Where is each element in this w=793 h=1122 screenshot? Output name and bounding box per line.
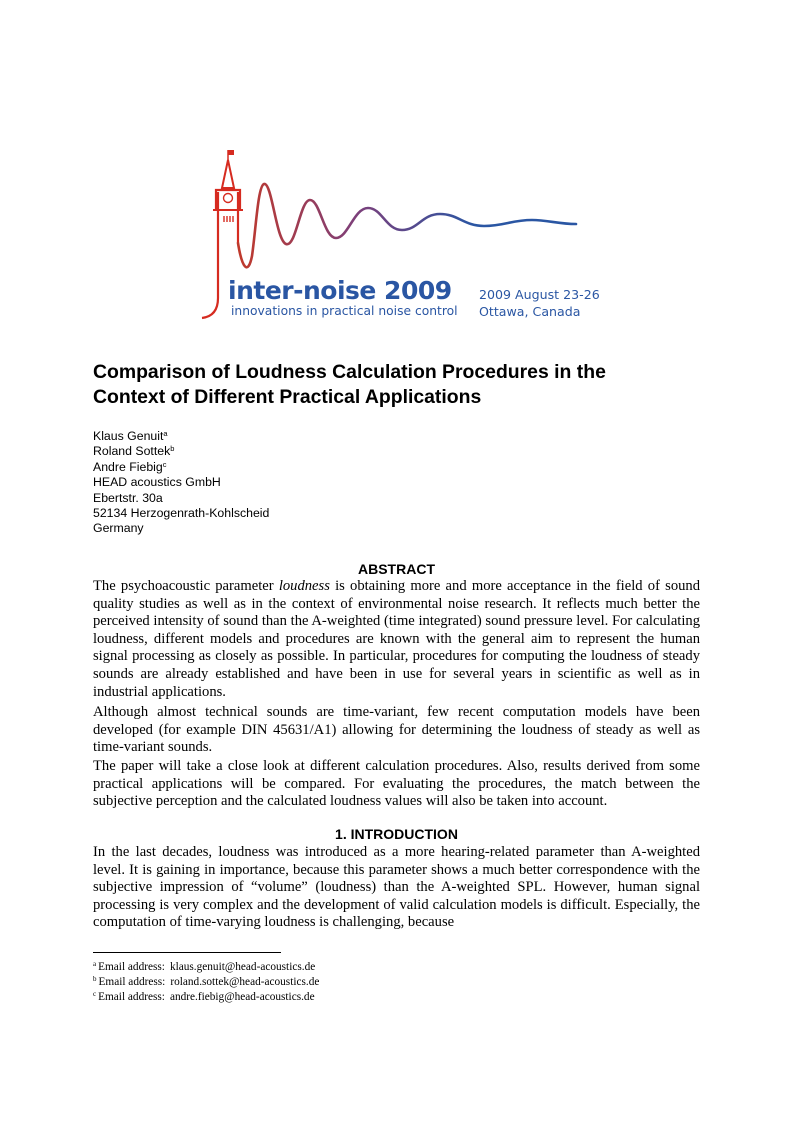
affiliation-line: 52134 Herzogenrath-Kohlscheid: [93, 506, 270, 521]
footnotes: [93, 960, 319, 1005]
introduction-paragraph-1: In the last decades, loudness was introduced as a more hearing-related parameter than A-weighted level. It is gaining in importance, because this parameter shows a much better correspondence with the subjective impression of “volume” (loudness) than the A-weighted SPL. However, human signal processing is very complex and the development of valid calculation models is difficult. Especially, the computation of time-varying loudness is challenging, because: [93, 844, 700, 931]
author-mark: a: [163, 429, 168, 438]
conference-name: inter-noise 2009: [228, 276, 452, 305]
conference-logo: [196, 148, 616, 323]
footnote-mark: c: [93, 990, 97, 998]
author-mark: b: [170, 444, 175, 454]
paper-title: [93, 360, 713, 410]
abstract-emphasis: loudness: [278, 578, 330, 594]
abstract-heading: ABSTRACT: [358, 561, 435, 577]
title-line-2: Context of Different Practical Applications: [93, 386, 482, 408]
conference-tagline: innovations in practical noise control: [231, 304, 458, 318]
abstract-paragraph-1: [93, 578, 700, 701]
abstract-paragraph-3: The paper will take a close look at different calculation procedures. Also, results derived from some practical applications will be compared. For evaluating the procedures, the match between the subjective perception and the calculated loudness values will also be taken into account.: [93, 758, 700, 810]
author-2: [93, 444, 269, 459]
footnote-label: Email address:: [98, 976, 166, 988]
author-1: [93, 429, 269, 444]
footnote-email: klaus.genuit@head-acoustics.de: [169, 961, 316, 973]
title-line-1: Comparison of Loudness Calculation Procedures in the: [93, 361, 606, 383]
author-mark: c: [162, 459, 167, 469]
author-3: [93, 460, 269, 475]
author-name: Roland Sottek: [93, 444, 171, 459]
footnote-b: [93, 975, 319, 990]
footnote-mark: b: [93, 975, 97, 983]
abstract-text: is obtaining more and more acceptance in the field of sound quality studies as well as in the context of environmental noise research. It reflects much better the perceived intensity of sound than the A-weighted (time integrated) sound pressure level. For calculating loudness, different models and procedures are known with the general aim to represent the human signal processing as closely as possible. In particular, procedures for computing the loudness of steady sounds are already established and have been in use for several years in scientific as well as in industrial applications.: [93, 578, 701, 700]
affiliation-line: HEAD acoustics GmbH: [93, 475, 221, 490]
footnote-c: [93, 990, 319, 1005]
footnote-label: Email address:: [98, 961, 165, 973]
abstract-paragraph-2: Although almost technical sounds are time-variant, few recent computation models have been developed (for example DIN 45631/A1) allowing for determining the loudness of steady as well as time-variant sounds.: [93, 704, 700, 756]
affiliation-line: Ebertstr. 30a: [93, 490, 163, 505]
footnote-divider: [93, 952, 281, 953]
abstract-text: The psychoacoustic parameter: [93, 578, 279, 594]
introduction-heading: 1. INTRODUCTION: [335, 826, 458, 842]
footnote-a: [93, 960, 319, 975]
footnote-mark: a: [93, 960, 97, 968]
footnote-label: Email address:: [98, 991, 165, 1003]
conference-date: 2009 August 23-26: [479, 287, 600, 302]
author-block: [93, 429, 269, 537]
footnote-email: andre.fiebig@head-acoustics.de: [169, 991, 315, 1003]
author-name: Andre Fiebig: [93, 459, 163, 474]
footnote-email: roland.sottek@head-acoustics.de: [170, 976, 320, 988]
affiliation-line: Germany: [93, 521, 144, 536]
author-name: Klaus Genuit: [93, 429, 164, 443]
conference-place: Ottawa, Canada: [479, 304, 581, 319]
